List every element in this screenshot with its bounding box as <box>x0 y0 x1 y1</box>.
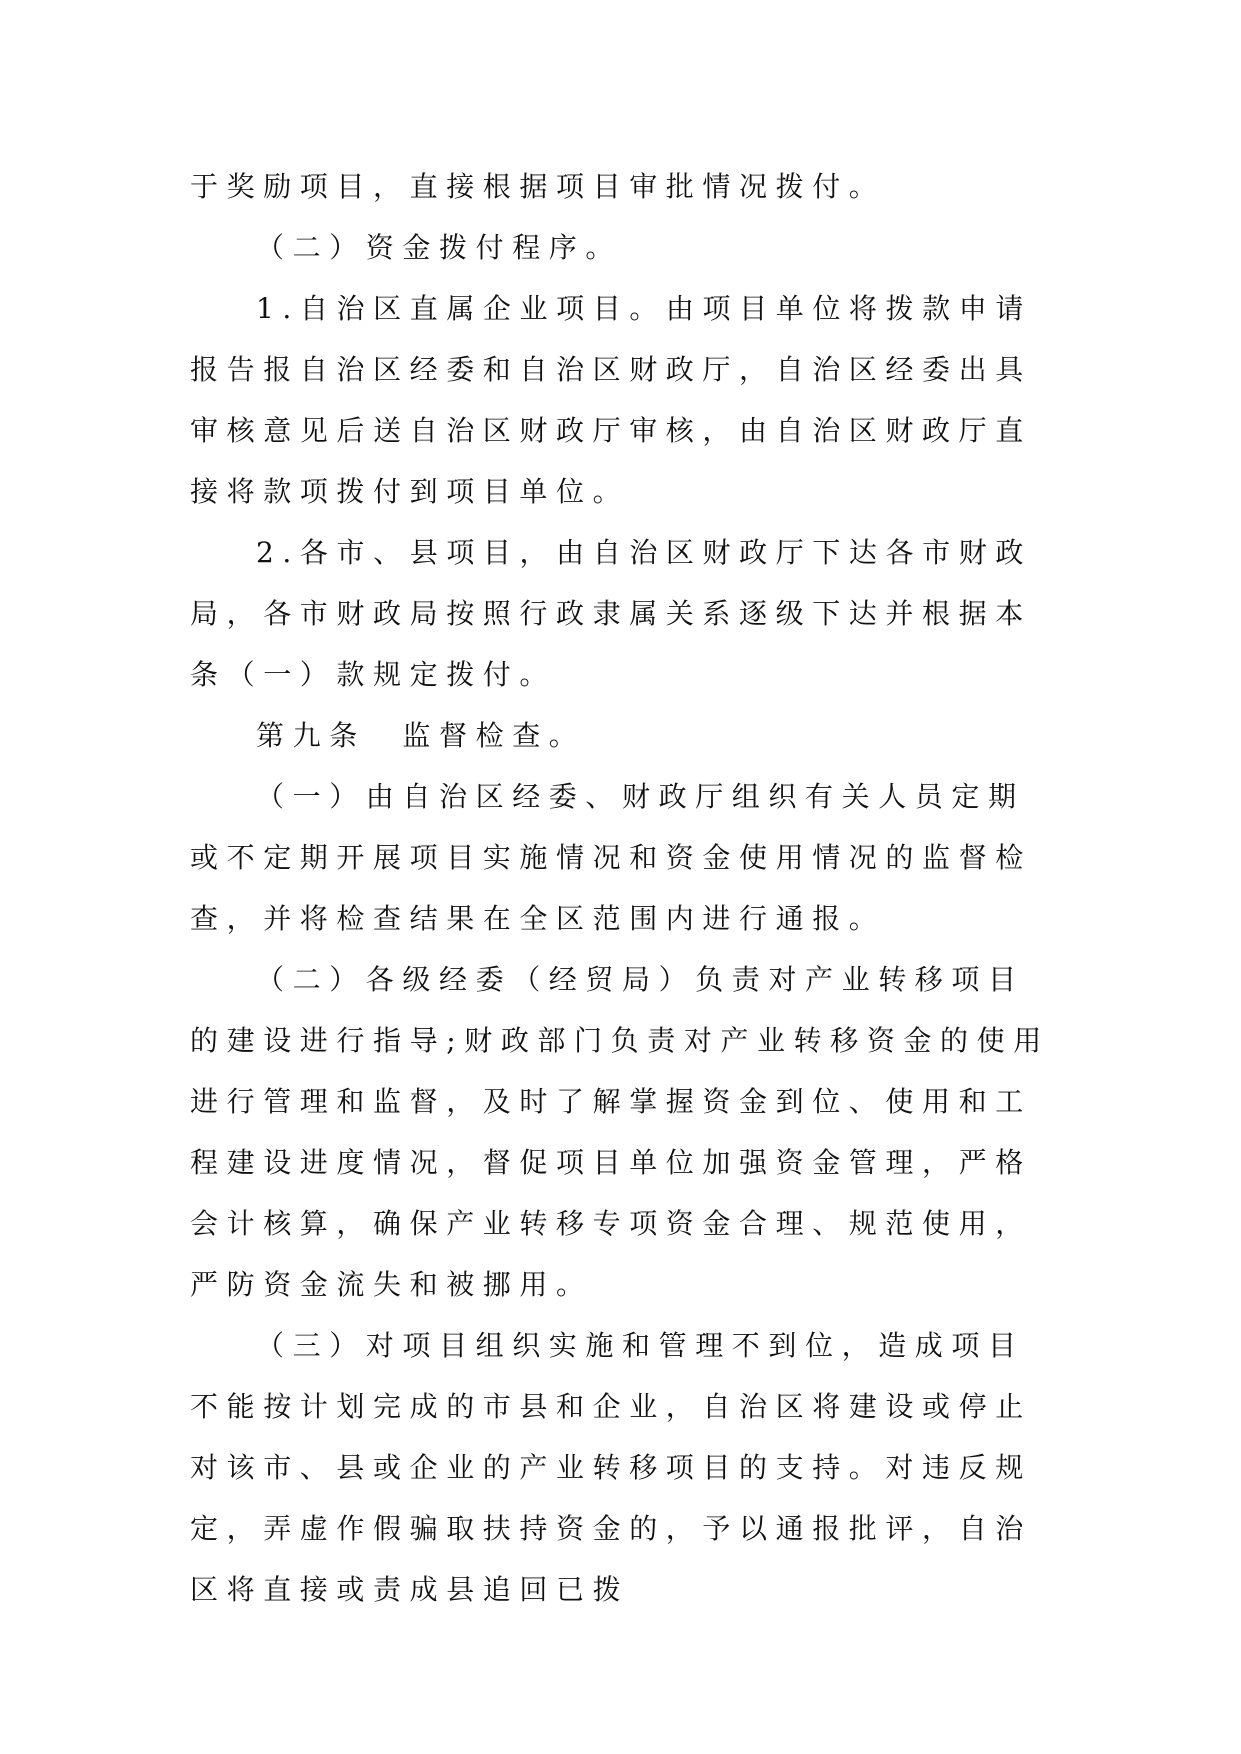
paragraph-city-county-projects: 2.各市、县项目，由自治区财政厅下达各市财政局，各市财政局按照行政隶属关系逐级下达并根据本条（一）款规定拨付。 <box>190 536 1032 691</box>
paragraph-supervision-three: （三）对项目组织实施和管理不到位，造成项目不能按计划完成的市县和企业，自治区将建设或停止对该市、县或企业的产业转移项目的支持。对违反规定，弄虚作假骗取扶持资金的，予以通报批评，自治区将直接或责成县追回已拨 <box>190 1329 1032 1606</box>
document-body <box>190 156 1052 1620</box>
paragraph-supervision-one: （一）由自治区经委、财政厅组织有关人员定期或不定期开展项目实施情况和资金使用情况的监督检查，并将检查结果在全区范围内进行通报。 <box>190 780 1032 935</box>
paragraph-continuation: 于奖励项目，直接根据项目审批情况拨付。 <box>190 170 886 203</box>
paragraph-supervision-two: （二）各级经委（经贸局）负责对产业转移项目的建设进行指导;财政部门负责对产业转移资金的使用进行管理和监督，及时了解掌握资金到位、使用和工程建设进度情况，督促项目单位加强资金管理，严格会计核算，确保产业转移专项资金合理、规范使用，严防资金流失和被挪用。 <box>190 963 1050 1301</box>
paragraph-direct-enterprise-projects: 1.自治区直属企业项目。由项目单位将拨款申请报告报自治区经委和自治区财政厅，自治区经委出具审核意见后送自治区财政厅审核，由自治区财政厅直接将款项拨付到项目单位。 <box>190 292 1032 508</box>
paragraph-fund-disbursement-procedure: （二）资金拨付程序。 <box>256 231 623 264</box>
article-nine-heading: 第九条 监督检查。 <box>256 719 586 752</box>
